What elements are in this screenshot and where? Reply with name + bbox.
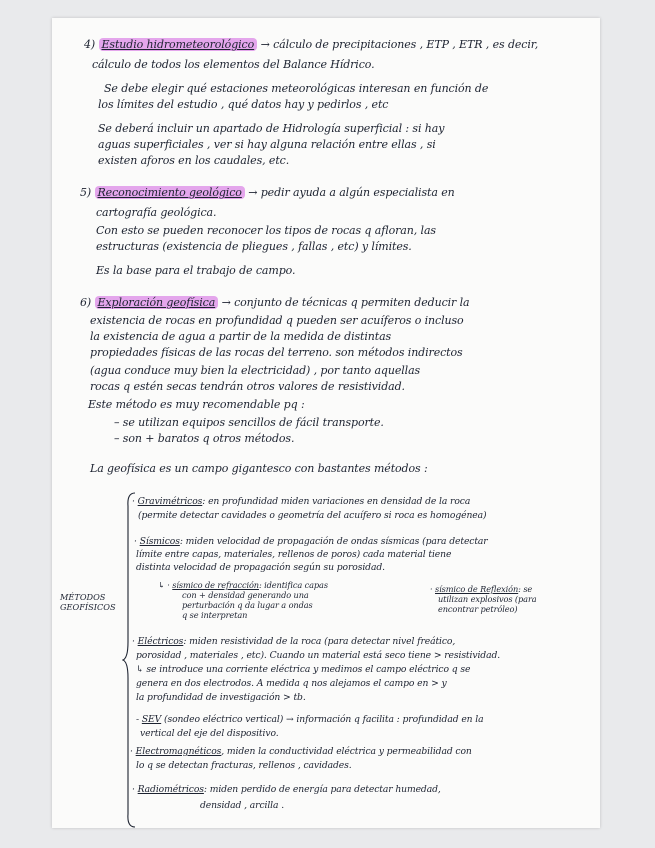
method-sev: - SEV (sondeo eléctrico vertical) → información q facilita : profundidad en la [136, 714, 484, 725]
method-text: : miden perdido de energía para detectar humedad, [203, 784, 441, 795]
text-line: con + densidad generando una [182, 590, 309, 600]
section-title: Estudio hidrometeorológico [99, 38, 258, 51]
section-text: → cálculo de precipitaciones , ETP , ETR , es decir, [260, 38, 539, 51]
section-6-heading [80, 296, 469, 310]
text-line: Con esto se pueden reconocer los tipos de rocas q afloran, las [96, 224, 436, 237]
text-line: distinta velocidad de propagación según su porosidad. [136, 562, 385, 573]
method-title: Radiométricos [137, 784, 204, 795]
text-line: Este método es muy recomendable pq : [88, 398, 305, 411]
text-line: existencia de rocas en profundidad q pueden ser acuíferos o incluso [90, 314, 464, 327]
text-line: la profundidad de investigación > tb. [136, 692, 306, 703]
text-line: rocas q estén secas tendrán otros valores de resistividad. [90, 380, 405, 393]
text-line: (agua conduce muy bien la electricidad) , por tanto aquellas [90, 364, 421, 377]
method-seismic: · Sísmicos: miden velocidad de propagación de ondas sísmicas (para detectar [134, 536, 488, 547]
section-title: Exploración geofísica [95, 296, 219, 309]
methods-label [60, 592, 116, 612]
section-number: 5) [80, 186, 92, 199]
text-line: utilizan explosivos (para [438, 594, 537, 604]
text-line: La geofísica es un campo gigantesco con bastantes métodos : [90, 462, 428, 475]
method-title: Gravimétricos [137, 496, 203, 507]
text-line: estructuras (existencia de pliegues , fallas , etc) y límites. [96, 240, 412, 253]
text-line: encontrar petróleo) [438, 604, 518, 614]
text-line: cartografía geológica. [96, 206, 217, 219]
text-line: los límites del estudio , qué datos hay y pedirlos , etc [98, 98, 389, 111]
text-line: porosidad , materiales , etc). Cuando un material está seco tiene > resistividad. [136, 650, 501, 661]
method-reflection: · sísmico de Reflexión: se [430, 584, 533, 594]
method-title: SEV [141, 714, 162, 725]
method-text: (sondeo eléctrico vertical) → información q facilita : profundidad en la [164, 714, 484, 725]
method-electric: · Eléctricos: miden resistividad de la roca (para detectar nivel freático, [132, 636, 456, 647]
text-line: q se interpretan [182, 610, 248, 620]
method-text: : en profundidad miden variaciones en densidad de la roca [202, 496, 471, 507]
text-line: Es la base para el trabajo de campo. [96, 264, 296, 277]
method-text: : miden velocidad de propagación de ondas sísmicas (para detectar [179, 536, 488, 547]
method-text: : se [518, 584, 533, 594]
text-line: perturbación q da lugar a ondas [182, 600, 313, 610]
text-line: densidad , arcilla . [200, 800, 285, 811]
method-text: , miden la conductividad eléctrica y permeabilidad con [221, 746, 472, 757]
method-text: : identifica capas [258, 580, 328, 590]
list-item: – se utilizan equipos sencillos de fácil transporte. [114, 416, 384, 429]
text-line: límite entre capas, materiales, rellenos de poros) cada material tiene [136, 549, 452, 560]
method-title: Eléctricos [137, 636, 184, 647]
section-5-heading [80, 186, 455, 200]
section-number: 4) [84, 38, 96, 51]
text-line: vertical del eje del dispositivo. [140, 728, 279, 739]
list-item: – son + baratos q otros métodos. [114, 432, 295, 445]
method-title: Electromagnéticos [135, 746, 222, 757]
method-title: sísmico de refracción [172, 580, 259, 590]
text-line: lo q se detectan fracturas, rellenos , cavidades. [136, 760, 352, 771]
text-line: genera en dos electrodos. A medida q nos alejamos el campo en > y [136, 678, 447, 689]
method-electromagnetic: · Electromagnéticos, miden la conductividad eléctrica y permeabilidad con [130, 746, 472, 757]
method-title: Sísmicos [139, 536, 180, 547]
text-line: propiedades físicas de las rocas del terreno. son métodos indirectos [90, 346, 463, 359]
method-radiometric: · Radiométricos: miden perdido de energía para detectar humedad, [132, 784, 441, 795]
section-4-heading [84, 38, 538, 52]
text-line: existen aforos en los caudales, etc. [98, 154, 290, 167]
notes-page [52, 18, 600, 828]
section-title: Reconocimiento geológico [95, 186, 245, 199]
text-line: Se deberá incluir un apartado de Hidrología superficial : si hay [98, 122, 445, 135]
method-gravimetric: · Gravimétricos: en profundidad miden variaciones en densidad de la roca [132, 496, 471, 507]
section-text: → conjunto de técnicas q permiten deducir la [221, 296, 470, 309]
text-line: aguas superficiales , ver si hay alguna relación entre ellas , si [98, 138, 436, 151]
text-line: ↳ se introduce una corriente eléctrica y medimos el campo eléctrico q se [136, 664, 471, 675]
methods-label-line: GEOFÍSICOS [60, 602, 116, 612]
method-refraction: ↳ · sísmico de refracción: identifica capas [158, 580, 328, 590]
section-number: 6) [80, 296, 92, 309]
method-title: sísmico de Reflexión [435, 584, 519, 594]
method-text: : miden resistividad de la roca (para detectar nivel freático, [183, 636, 456, 647]
methods-label-line: MÉTODOS [60, 592, 106, 602]
text-line: Se debe elegir qué estaciones meteorológicas interesan en función de [104, 82, 489, 95]
text-line: cálculo de todos los elementos del Balance Hídrico. [92, 58, 375, 71]
text-line: (permite detectar cavidades o geometría del acuífero si roca es homogénea) [138, 510, 487, 521]
section-text: → pedir ayuda a algún especialista en [248, 186, 455, 199]
text-line: la existencia de agua a partir de la medida de distintas [90, 330, 392, 343]
